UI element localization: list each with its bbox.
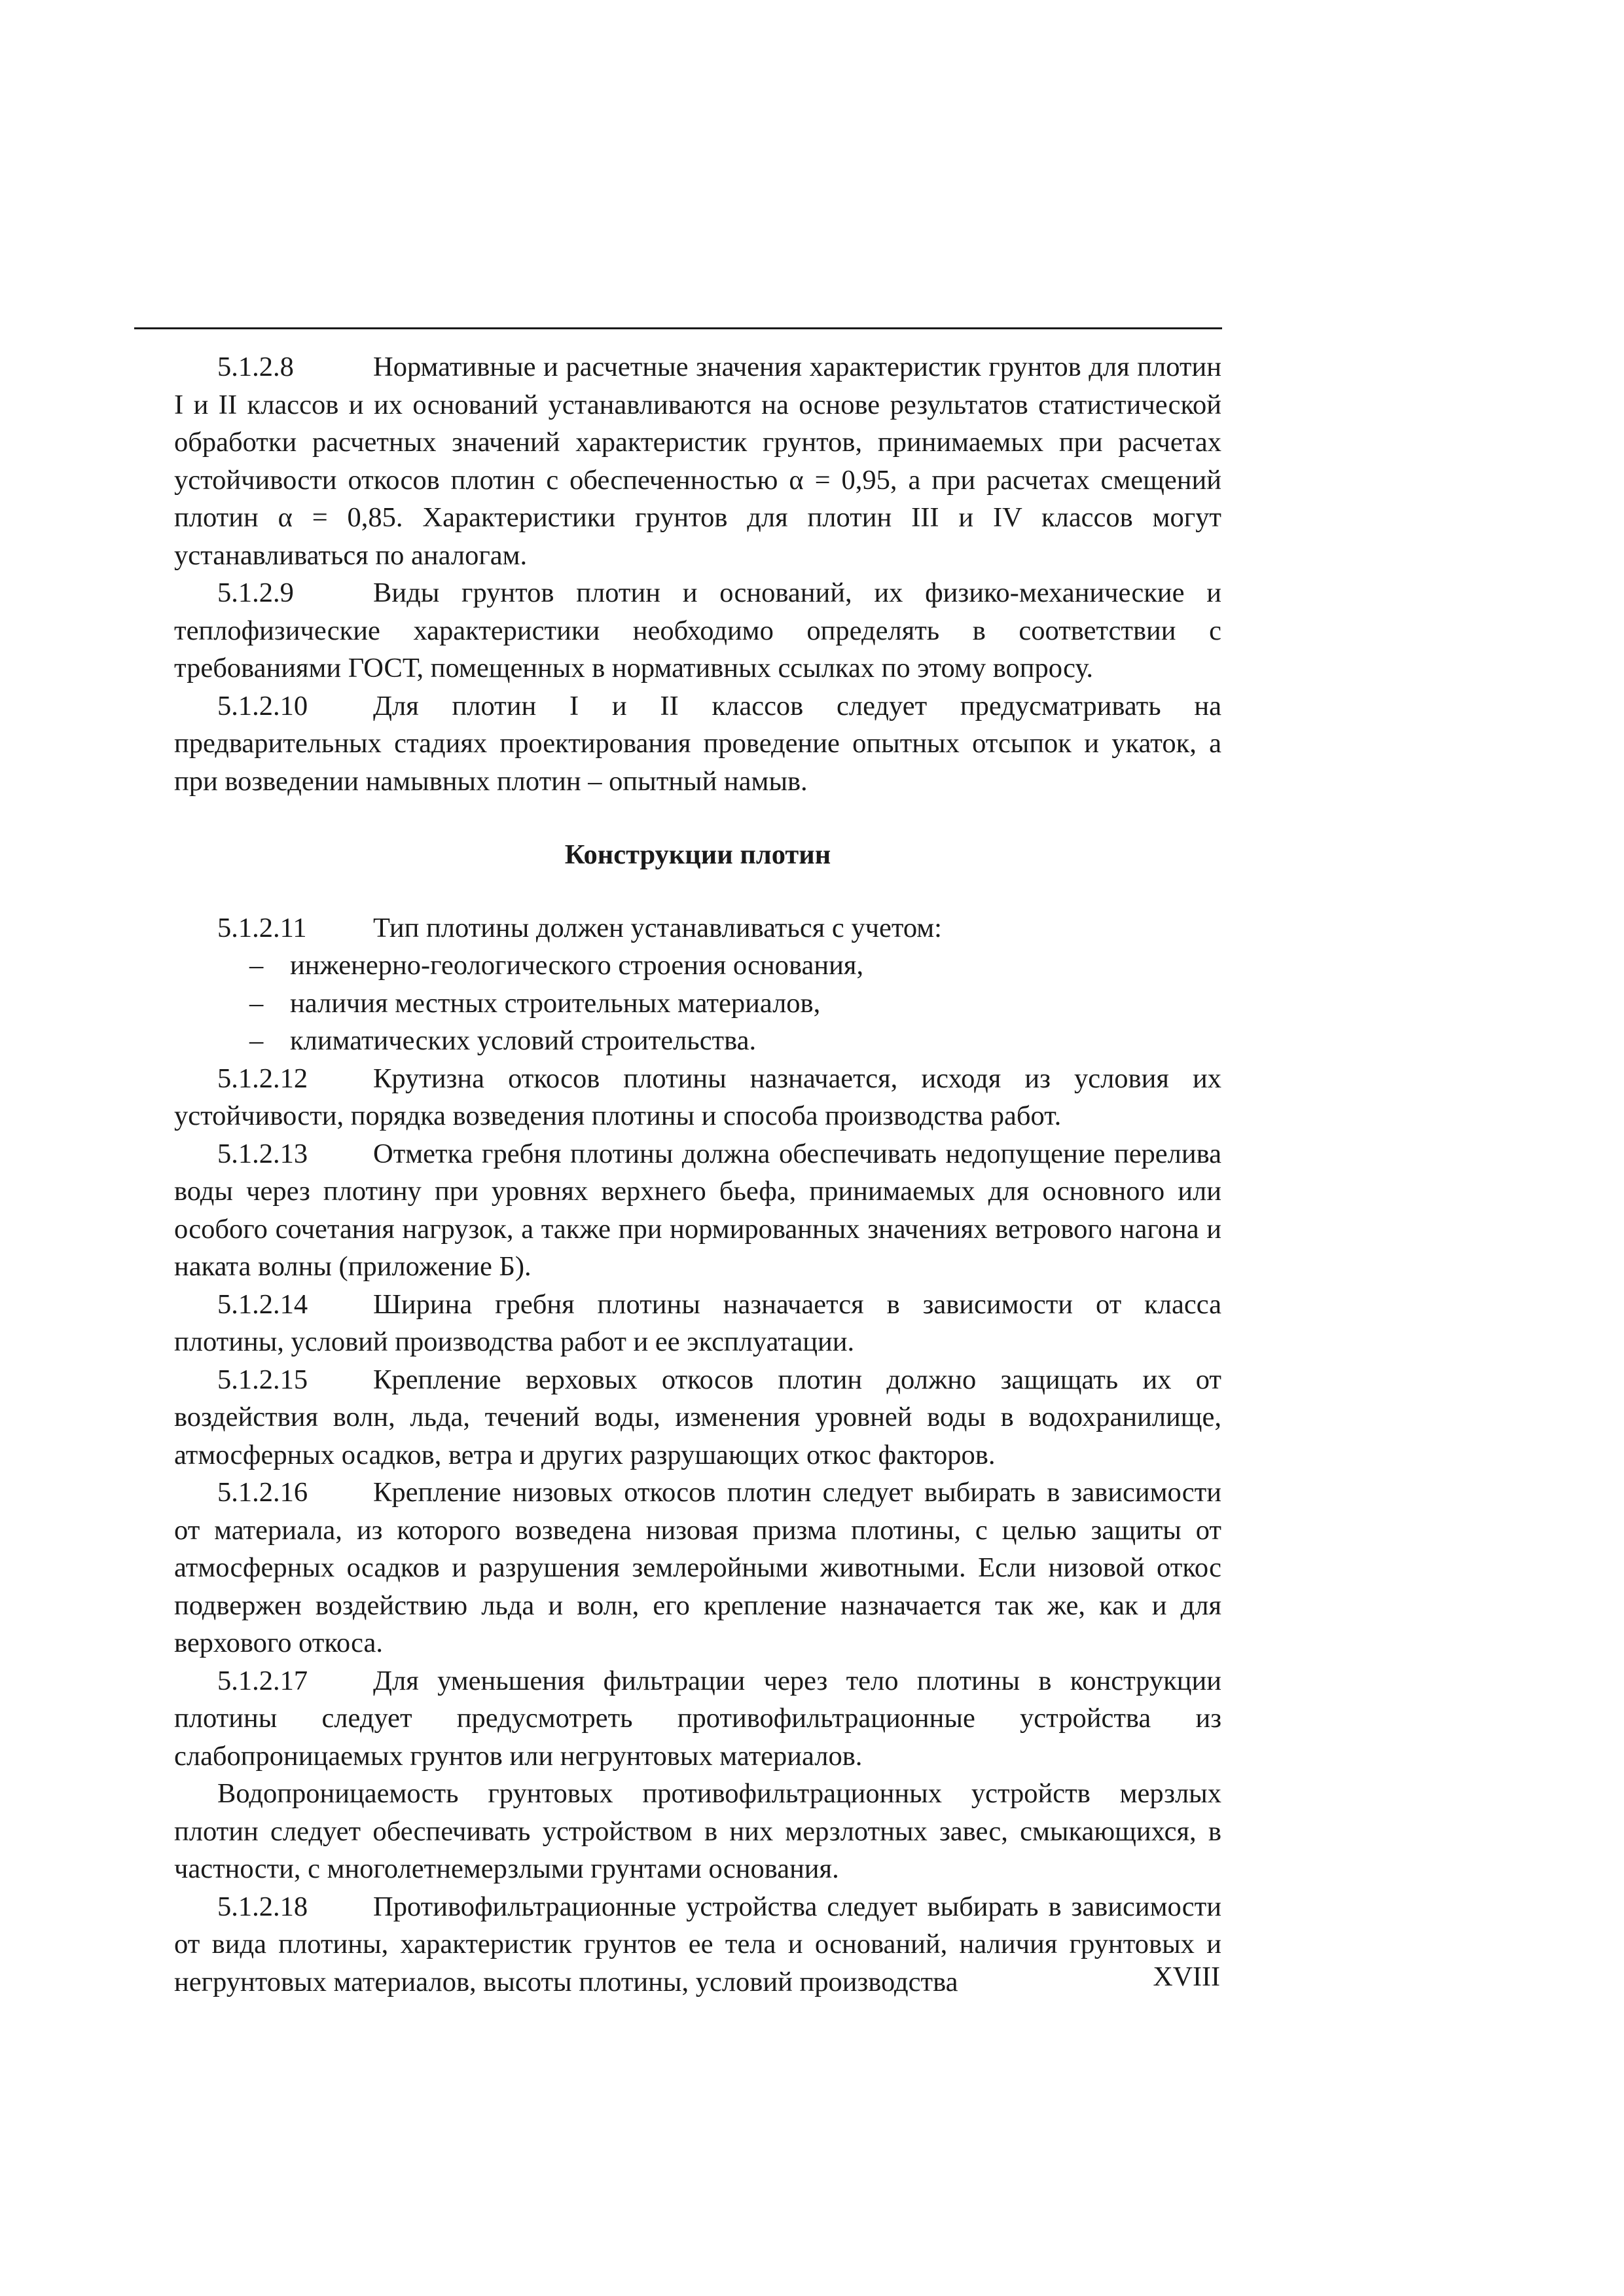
paragraph-text: Крепление верховых откосов плотин должно защищать их от воздействия волн, льда, течений воды, изменения уровней воды в водохранилище, атмосферных осадков, ветра и других разрушающих откос факторов. (174, 1364, 1221, 1470)
paragraph-number: 5.1.2.13 (217, 1138, 308, 1169)
paragraph-5-1-2-12 (174, 1060, 1221, 1135)
paragraph-number: 5.1.2.11 (217, 912, 307, 943)
paragraph-text: Виды грунтов плотин и оснований, их физико-механические и теплофизические характеристики необходимо определять в соответствии с требованиями ГОСТ, помещенных в нормативных ссылках по этому вопросу. (174, 577, 1221, 683)
list-item (249, 1022, 1221, 1060)
paragraph-permeability: Водопроницаемость грунтовых противофильтрационных устройств мерзлых плотин следует обеспечивать устройством в них мерзлотных завес, смыкающихся, в частности, с многолетнемерзлыми грунтами основания. (174, 1778, 1221, 1884)
paragraph-5-1-2-15 (174, 1361, 1221, 1474)
header-rule (134, 327, 1222, 329)
paragraph-5-1-2-9 (174, 574, 1221, 687)
paragraph-text: Крутизна откосов плотины назначается, исходя из условия их устойчивости, порядка возведения плотины и способа производства работ. (174, 1063, 1221, 1131)
paragraph-number: 5.1.2.18 (217, 1891, 308, 1922)
list-dash: – (249, 1025, 264, 1056)
list-item-text: наличия местных строительных материалов, (290, 987, 821, 1019)
paragraph-number: 5.1.2.10 (217, 690, 308, 721)
paragraph-5-1-2-8 (174, 348, 1221, 574)
paragraph-number: 5.1.2.8 (217, 352, 294, 382)
section-heading: Конструкции плотин (564, 839, 831, 870)
paragraph-number: 5.1.2.16 (217, 1477, 308, 1508)
paragraph-text: Нормативные и расчетные значения характеристик грунтов для плотин I и II классов и их оснований устанавливаются на основе результатов статистической обработки расчетных значений характеристик грунтов, принимаемых при расчетах устойчивости откосов плотин с обеспеченностью α = 0,95, а при расчетах смещений плотин α = 0,85. Характеристики грунтов для плотин III и IV классов могут устанавливаться по аналогам. (174, 352, 1221, 571)
list-dash: – (249, 950, 264, 981)
paragraph-number: 5.1.2.14 (217, 1288, 308, 1320)
paragraph-text: Противофильтрационные устройства следует выбирать в зависимости от вида плотины, характеристик грунтов ее тела и оснований, наличия грунтовых и негрунтовых материалов, высоты плотины, условий производства (174, 1891, 1221, 1997)
paragraph-number: 5.1.2.17 (217, 1665, 308, 1696)
paragraph-text: Отметка гребня плотины должна обеспечивать недопущение перелива воды через плотину при уровнях верхнего бьефа, принимаемых для основного или особого сочетания нагрузок, а также при нормированных значениях ветрового нагона и наката волны (приложение Б). (174, 1138, 1221, 1282)
paragraph-5-1-2-17 (174, 1662, 1221, 1776)
main-text (174, 348, 1221, 2001)
paragraph-5-1-2-14 (174, 1286, 1221, 1361)
paragraph-text: Крепление низовых откосов плотин следует выбирать в зависимости от материала, из которого возведена низовая призма плотины, с целью защиты от атмосферных осадков и разрушения землеройными животными. Если низовой откос подвержен воздействию льда и волн, его крепление назначается так же, как и для верхового откоса. (174, 1477, 1221, 1658)
paragraph-5-1-2-11 (174, 909, 1221, 947)
list-dash: – (249, 987, 264, 1019)
page-number: XVIII (1153, 1962, 1220, 1992)
paragraph-number: 5.1.2.12 (217, 1063, 308, 1094)
paragraph-5-1-2-18 (174, 1888, 1221, 2001)
paragraph-5-1-2-13 (174, 1135, 1221, 1286)
paragraph-number: 5.1.2.15 (217, 1364, 308, 1395)
paragraph-text: Ширина гребня плотины назначается в зависимости от класса плотины, условий производства работ и ее эксплуатации. (174, 1288, 1221, 1357)
paragraph-5-1-2-16 (174, 1474, 1221, 1662)
paragraph-text: Тип плотины должен устанавливаться с учетом: (373, 912, 942, 943)
list-item-text: климатических условий строительства. (290, 1025, 757, 1056)
paragraph-text: Для плотин I и II классов следует предусматривать на предварительных стадиях проектирования проведение опытных отсыпок и укаток, а при возведении намывных плотин – опытный намыв. (174, 690, 1221, 797)
list-item (249, 985, 1221, 1023)
paragraph-5-1-2-10 (174, 687, 1221, 801)
paragraph-text: Для уменьшения фильтрации через тело плотины в конструкции плотины следует предусмотреть противофильтрационные устройства из слабопроницаемых грунтов или негрунтовых материалов. (174, 1665, 1221, 1772)
list-item (249, 947, 1221, 985)
list-item-text: инженерно-геологического строения основания, (290, 950, 864, 981)
paragraph-number: 5.1.2.9 (217, 577, 294, 608)
